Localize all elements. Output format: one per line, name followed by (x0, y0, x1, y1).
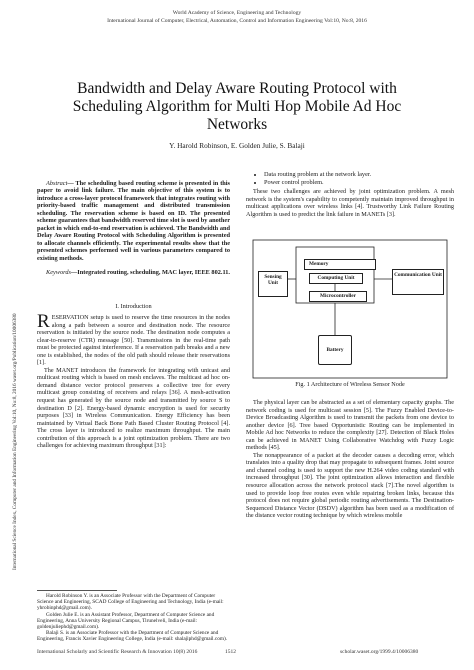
microcontroller-box: Microcontroller (309, 291, 367, 302)
footnote-2: Golden Julie E. is an Assistant Professor, Department of Computer Science and Engineering, Anna University Regional Campus, Tirunelveli, India (e-mail: goldenjuliephd@gmail.com). (37, 611, 215, 631)
footnotes (37, 593, 230, 643)
challenge-list (246, 171, 446, 186)
paper-title-line2: Scheduling Algorithm for Multi Hop Mobile Ad Hoc (72, 98, 402, 115)
memory-box: Memory (304, 259, 376, 270)
figure-caption: Fig. 1 Architecture of Wireless Sensor Node (295, 381, 405, 388)
intro-paragraph-1-text: ESERVATION setup is used to reserve the time resources in the nodes along a path between a source and destination node. The resource reservation is initiated by the source node. The destination node computes a clear-to-reserve (CTR) message [50]. Transmissions in the real-time path must be protected against interference. If a reservation path breaks and a new one is established, the nodes of the old path should release their reservations [1]. (37, 314, 230, 367)
keywords-label: Keywords (46, 268, 71, 276)
side-citation (6, 150, 18, 570)
right-paragraph-2: The physical layer can be abstracted as a set of elementary capacity graphs. The network coding is used for multicast session [5]. The Fuzzy Enabled Device-to-Device Broadcasting Algorithm is used to transmit the packets from one device to another device [6]. Tree based Opportunistic Routing can be implemented in Mobile Ad hoc Networks to reduce the complexity [27]. Detection of Black Holes can be achieved in MANET Using Collaborative Watchdog with Fuzzy Logic methods [45]. (246, 399, 454, 452)
abstract-paragraph (37, 180, 230, 262)
intro-paragraph-2: The MANET introduces the framework for integrating with unicast and multicast routing which is based on mesh enclaves. The multicast ad hoc on-demand distance vector protocol preserves a collective tree for every multicast group consisting of receivers and relays [36]. A mesh-activation request has generated by the source node and transmitted by source S to destination D [2]. Energy-based dynamic encryption is used for security purposes [33] in Wireless Communication. Energy Efficiency has been maintained by Virtual Back Bone Path Based Cluster Routing Protocol [4]. The cross layer is introduced to realize maximum throughput. The main contribution of this approach is a joint optimization problem. There are two challenges for achieving maximum throughput [31]: (37, 366, 230, 450)
communication-unit-box: Communication Unit (392, 269, 444, 295)
right-paragraph-3: The nonappearance of a packet at the decoder causes a decoding error, which translates into a quality drop that may propagate to subsequent frames. Joint source and channel coding is used to support the new H.264 video coding standard with increased throughput [30]. The joint optimization allows interaction and flexible resource allocation across the network protocol stack [7].The novel algorithm is used to provide loop free routes even while repairing broken links, because this protocol does not require global periodic routing advertisements. The Destination-Sequenced Distance Vector (DSDV) algorithm has been used as a modification of the distance vector routing technique by which wireless mobile (246, 451, 454, 520)
abstract-text: — The scheduling based routing scheme is presented in this paper to avoid link failure. The main objective of this system is to introduce a cross-layer protocol framework that integrates routing with priority-based traffic management and distributed transmission scheduling. The reservation scheme is based on ID. The presented scheme guarantees that bandwidth reserved time slot is used by another packet in which end-to-end reservation is achieved. The Bandwidth and Delay Aware Routing Protocol with Scheduling Algorithm is presented to allocate channels efficiently. The experimental results show that the presented schemes performed well in various parameters compared to existing methods. (37, 180, 230, 262)
footnote-3: Balaji S. is an Associate Professor with the Department of Computer Science and Engineering, Francis Xavier Engineering College, India (e-mail: shalajiphd@gmail.com). (37, 630, 228, 643)
journal-header-line1: World Academy of Science, Engineering and Technology (172, 10, 302, 16)
computing-unit-box: Computing Unit (309, 273, 363, 284)
journal-header-line2: International Journal of Computer, Electrical, Automation, Control and Information Engineering Vol:10, No:8, 2016 (107, 18, 367, 24)
challenge-item-1: • Data routing problem at the network layer. (264, 171, 446, 179)
dropcap: R (37, 311, 50, 332)
footnote-1: Harold Robinson Y. is an Associate Professor with the Department of Computer Science and Engineering, SCAD College of Engineering and Technology, India (e-mail: yhrobinphd@gmail.com). (37, 593, 224, 612)
keywords-paragraph (37, 269, 230, 276)
footer-url: scholar.waset.org/1999.4/10006380 (340, 649, 419, 655)
footer-publisher: International Scholarly and Scientific Research & Innovation 10(8) 2016 (37, 649, 198, 655)
side-citation-text: International Science Index, Computer and Information Engineering Vol:10, No:8, 2016 waset.org/Publication/10006380 (12, 313, 18, 570)
keywords-text: —Integrated routing, scheduling, MAC layer, IEEE 802.11. (70, 268, 230, 276)
battery-box (318, 335, 352, 365)
section-heading-introduction: I. Introduction (115, 303, 152, 310)
right-body (246, 399, 454, 520)
abstract-label: Abstract (46, 180, 68, 187)
right-paragraph-1-text: These two challenges are achieved by joint optimization problem. A mesh network is the system's capability to competently maintain improved throughput in multicast applications over wireless links [4]. Trustworthy Link Failure Routing Algorithm is used to predict the link failure in MANETs [3]. (246, 188, 454, 218)
abstract-block (37, 180, 230, 276)
footnote-rule (37, 590, 117, 591)
paper-title-line3: Networks (206, 116, 268, 133)
figure-wsn-architecture (252, 239, 448, 379)
footer-page-number: 1512 (225, 649, 236, 655)
intro-body (37, 311, 230, 450)
challenge-item-2: • Power control problem. (264, 179, 446, 187)
battery-label: Battery (326, 347, 344, 353)
author-list: Y. Harold Robinson, E. Golden Julie, S. Balaji (169, 141, 305, 150)
intro-paragraph-1 (37, 311, 230, 367)
sensing-unit-box: Sensing Unit (258, 271, 288, 297)
paper-title-line1: Bandwidth and Delay Aware Routing Protocol with (77, 80, 397, 97)
right-paragraph-1 (246, 188, 454, 218)
